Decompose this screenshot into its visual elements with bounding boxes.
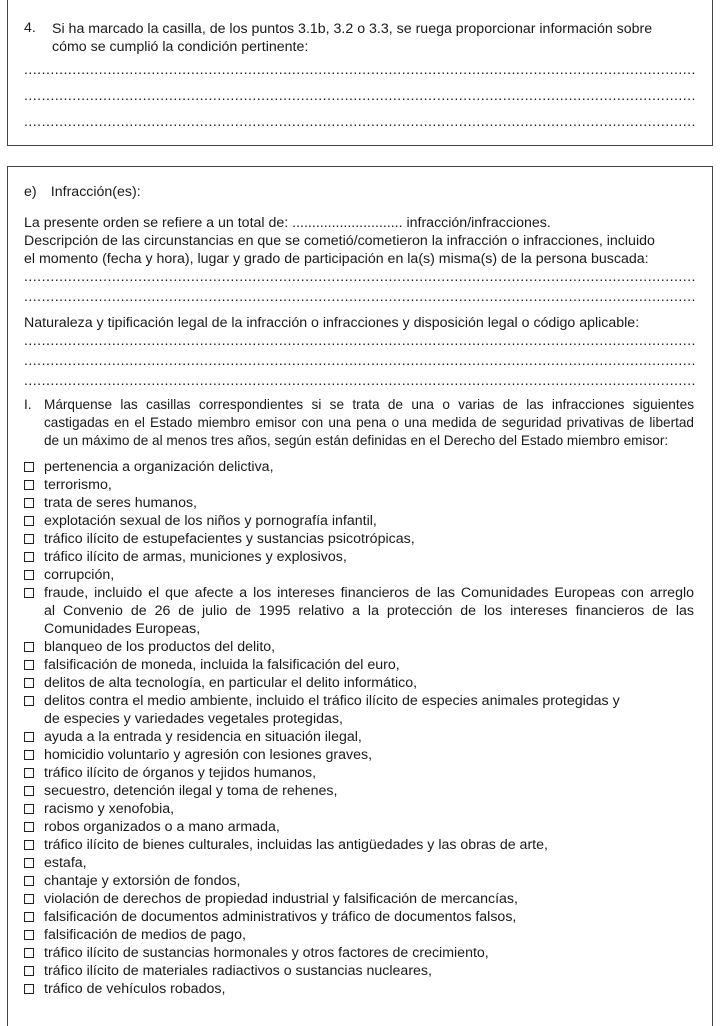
offence-checkbox[interactable] (24, 912, 34, 922)
offence-label-continuation: de especies y variedades vegetales protegidas, (44, 711, 343, 727)
offence-label: fraude, incluido el que afecte a los intereses financieros de las Comunidades Europeas con arreglo (44, 585, 694, 601)
offence-checkbox[interactable] (24, 786, 34, 796)
offence-checkbox[interactable] (24, 462, 34, 472)
offence-label: delitos contra el medio ambiente, incluido el tráfico ilícito de especies animales protegidas y (44, 693, 620, 709)
part-i-label: I. (24, 397, 32, 412)
offence-checkbox[interactable] (24, 660, 34, 670)
offence-checkbox[interactable] (24, 552, 34, 562)
answer-dotted-line[interactable] (24, 268, 695, 286)
offence-checkbox[interactable] (24, 930, 34, 940)
part-i-text-line3: de un máximo de al menos tres años, según están definidas en el Derecho del Estado miembro emisor: (44, 433, 669, 448)
description-line2: el momento (fecha y hora), lugar y grado de participación en la(s) misma(s) de la persona buscada: (24, 251, 649, 267)
offence-label: terrorismo, (44, 477, 112, 493)
answer-dotted-line[interactable] (24, 61, 695, 79)
offence-label: ayuda a la entrada y residencia en situación ilegal, (44, 729, 362, 745)
offence-label: delitos de alta tecnología, en particular el delito informático, (44, 675, 418, 691)
offence-label: tráfico de vehículos robados, (44, 981, 226, 997)
part-i-text-line2: castigadas en el Estado miembro emisor con una pena o una medida de seguridad privativas de libertad (44, 415, 694, 430)
offence-checkbox[interactable] (24, 804, 34, 814)
offence-label: tráfico ilícito de estupefacientes y sustancias psicotrópicas, (44, 531, 415, 547)
answer-dotted-line[interactable] (24, 372, 695, 390)
offence-label: estafa, (44, 855, 87, 871)
offence-checkbox[interactable] (24, 498, 34, 508)
offence-checkbox[interactable] (24, 732, 34, 742)
offence-checkbox[interactable] (24, 750, 34, 760)
offence-total-line: La presente orden se refiere a un total de: ............................ infracción/infracciones. (24, 215, 551, 231)
offence-checkbox[interactable] (24, 642, 34, 652)
offence-checkbox[interactable] (24, 570, 34, 580)
offence-checkbox[interactable] (24, 480, 34, 490)
offence-checkbox[interactable] (24, 966, 34, 976)
offence-checkbox[interactable] (24, 822, 34, 832)
offence-label: pertenencia a organización delictiva, (44, 459, 274, 475)
offence-label: falsificación de documentos administrativos y tráfico de documentos falsos, (44, 909, 517, 925)
offence-checkbox[interactable] (24, 894, 34, 904)
offence-label: corrupción, (44, 567, 115, 583)
offence-label: trata de seres humanos, (44, 495, 197, 511)
section-4-question-line1: Si ha marcado la casilla, de los puntos 3.1b, 3.2 o 3.3, se ruega proporcionar información sobre (52, 21, 653, 37)
offence-checkbox[interactable] (24, 588, 34, 598)
offence-label: blanqueo de los productos del delito, (44, 639, 276, 655)
answer-dotted-line[interactable] (24, 288, 695, 306)
part-i-text-line1: Márquense las casillas correspondientes si se trata de una o varias de las infracciones siguientes (44, 397, 694, 412)
offence-label: robos organizados o a mano armada, (44, 819, 280, 835)
nature-line: Naturaleza y tipificación legal de la infracción o infracciones y disposición legal o código aplicable: (24, 315, 640, 331)
offence-label: homicidio voluntario y agresión con lesiones graves, (44, 747, 373, 763)
answer-dotted-line[interactable] (24, 87, 695, 105)
answer-dotted-line[interactable] (24, 352, 695, 370)
offence-label: falsificación de moneda, incluida la falsificación del euro, (44, 657, 400, 673)
section-4-number: 4. (24, 20, 36, 36)
offence-label: tráfico ilícito de materiales radiactivos o sustancias nucleares, (44, 963, 432, 979)
offence-checkbox[interactable] (24, 678, 34, 688)
offence-label: secuestro, detención ilegal y toma de rehenes, (44, 783, 338, 799)
offence-checkbox[interactable] (24, 858, 34, 868)
offence-checkbox[interactable] (24, 840, 34, 850)
offence-checkbox[interactable] (24, 696, 34, 706)
offence-label: tráfico ilícito de órganos y tejidos humanos, (44, 765, 317, 781)
section-4-question-line2: cómo se cumplió la condición pertinente: (52, 39, 309, 55)
description-line1: Descripción de las circunstancias en que se cometió/cometieron la infracción o infracciones, incluido (24, 233, 655, 249)
offence-label: racismo y xenofobia, (44, 801, 175, 817)
offence-label: tráfico ilícito de bienes culturales, incluidas las antigüedades y las obras de arte, (44, 837, 548, 853)
section-e-heading: e) Infracción(es): (24, 184, 141, 200)
offence-checkbox[interactable] (24, 534, 34, 544)
offence-checkbox[interactable] (24, 768, 34, 778)
offence-label: violación de derechos de propiedad industrial y falsificación de mercancías, (44, 891, 518, 907)
offence-label: chantaje y extorsión de fondos, (44, 873, 241, 889)
offence-label: tráfico ilícito de sustancias hormonales y otros factores de crecimiento, (44, 945, 489, 961)
answer-dotted-line[interactable] (24, 113, 695, 131)
offence-label: explotación sexual de los niños y pornografía infantil, (44, 513, 377, 529)
offence-label: falsificación de medios de pago, (44, 927, 246, 943)
offence-label-continuation: Comunidades Europeas, (44, 621, 201, 637)
offence-checkbox[interactable] (24, 984, 34, 994)
answer-dotted-line[interactable] (24, 332, 695, 350)
offence-checkbox[interactable] (24, 516, 34, 526)
offence-label-continuation: al Convenio de 26 de julio de 1995 relativo a la protección de los intereses financieros de las (44, 603, 694, 619)
offence-checkbox[interactable] (24, 948, 34, 958)
offence-checkbox[interactable] (24, 876, 34, 886)
offence-label: tráfico ilícito de armas, municiones y explosivos, (44, 549, 347, 565)
